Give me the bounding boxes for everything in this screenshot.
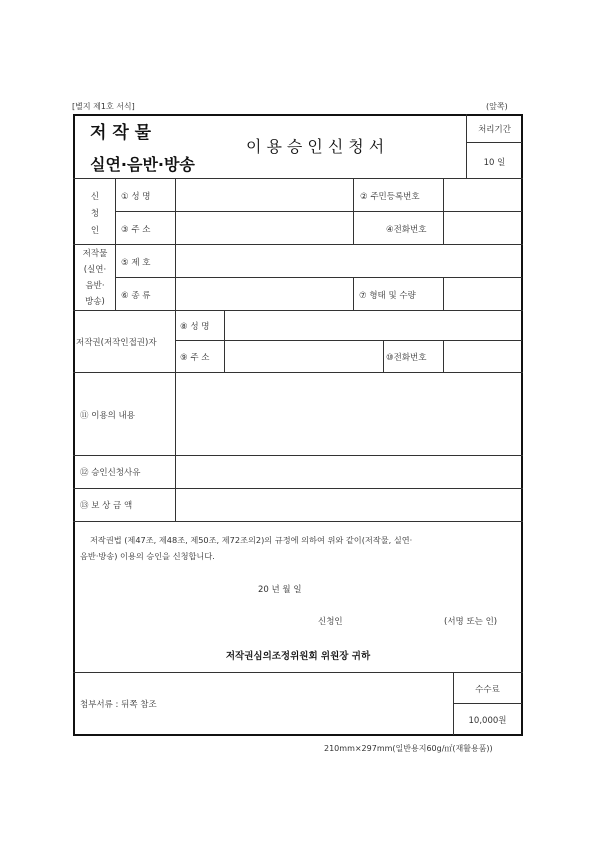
usage-field[interactable] [176, 373, 521, 455]
owner-phone-label: ⑩전화번호 [386, 353, 427, 363]
compensation-field[interactable] [176, 489, 521, 521]
title-performance: 실연·음반·방송 [90, 155, 195, 174]
work-form-field[interactable] [444, 278, 520, 310]
owner-section: 저작권(저작인접권)자 [76, 338, 157, 348]
reason-label: ⑫ 승인신청사유 [80, 468, 141, 478]
work-kind-label: ⑥ 종 류 [121, 291, 151, 301]
declaration-line-2: 음반·방송) 이용의 승인을 신청합니다. [80, 551, 215, 561]
applicant-id-field[interactable] [444, 179, 520, 211]
addressee: 저작권심의조정위원회 위원장 귀하 [225, 651, 371, 662]
work-section-2: (실연· [83, 265, 107, 275]
owner-name-label: ⑧ 성 명 [180, 322, 210, 332]
page-side: (앞쪽) [486, 102, 508, 111]
paper-spec: 210mm×297mm(일반용지60g/㎡(재활용품)) [324, 744, 493, 753]
owner-address-field[interactable] [225, 341, 382, 372]
work-section-1: 저작물 [82, 249, 108, 259]
compensation-label: ⑬ 보 상 금 액 [80, 501, 133, 511]
owner-phone-field[interactable] [444, 341, 520, 372]
applicant-phone-label: ④전화번호 [386, 225, 427, 235]
reason-field[interactable] [176, 456, 521, 488]
title-work: 저 작 물 [90, 123, 152, 143]
work-section-4: 방송) [85, 297, 105, 307]
applicant-id-label: ② 주민등록번호 [360, 192, 420, 202]
period-label: 처리기간 [478, 125, 511, 135]
owner-address-label: ⑨ 주 소 [180, 353, 210, 363]
applicant-address-label: ③ 주 소 [121, 225, 151, 235]
applicant-address-field[interactable] [176, 212, 352, 244]
applicant-section-1: 신 [90, 192, 100, 202]
applicant-section-3: 인 [90, 226, 100, 236]
work-form-label: ⑦ 형태 및 수량 [359, 291, 416, 301]
fee-value: 10,000원 [468, 716, 507, 726]
usage-label: ⑪ 이용의 내용 [80, 411, 135, 421]
work-title-field[interactable] [176, 245, 521, 277]
title-main: 이용승인신청서 [246, 137, 390, 156]
applicant-phone-field[interactable] [444, 212, 520, 244]
declaration-date: 20 년 월 일 [258, 585, 302, 595]
work-section-3: 음반· [85, 281, 105, 291]
fee-label: 수수료 [475, 685, 500, 695]
period-value: 10 일 [483, 158, 506, 168]
applicant-section-2: 청 [90, 209, 100, 219]
owner-name-field[interactable] [225, 311, 521, 340]
attachments-note: 첨부서류 : 뒤쪽 참조 [80, 700, 157, 710]
applicant-name-field[interactable] [176, 179, 352, 211]
work-title-label: ⑤ 제 호 [121, 258, 151, 268]
applicant-name-label: ① 성 명 [121, 192, 151, 202]
declaration-line-1: 저작권법 (제47조, 제48조, 제50조, 제72조의2)의 규정에 의하여 위와 같이(저작물, 실연· [90, 535, 413, 545]
form-number: [별지 제1호 서식] [72, 102, 135, 111]
work-kind-field[interactable] [176, 278, 352, 310]
declaration-sign: (서명 또는 인) [444, 617, 498, 627]
declaration-applicant: 신청인 [318, 617, 343, 627]
